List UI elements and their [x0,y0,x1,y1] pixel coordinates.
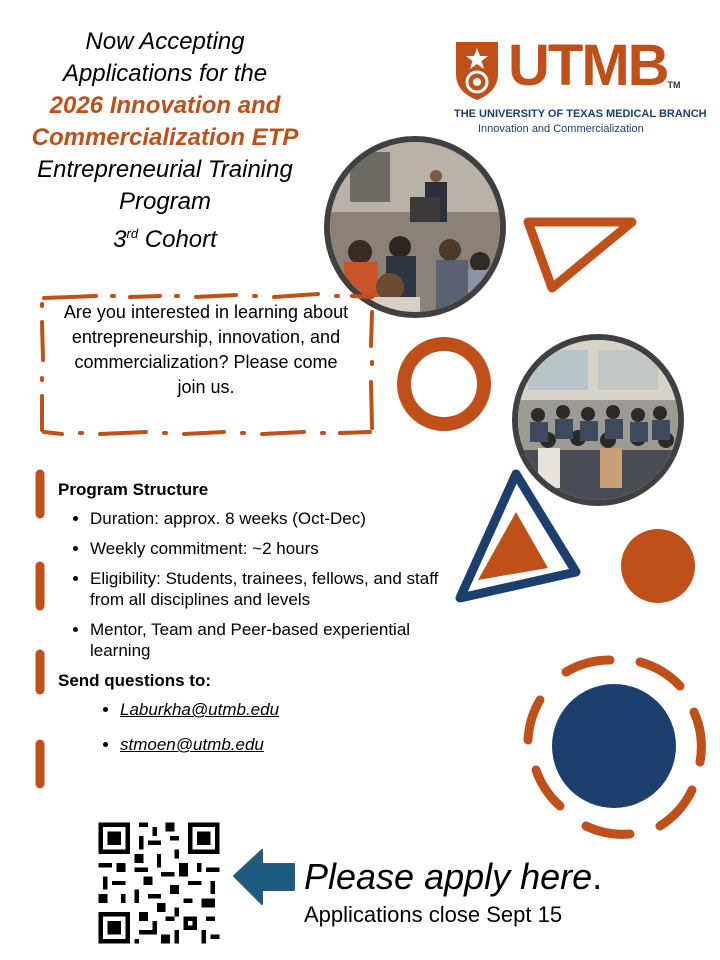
title-line-6: Program [118,188,212,215]
program-list [58,508,458,661]
arrow-left-icon [234,850,294,904]
program-section [58,480,458,769]
email-link-laburkha[interactable]: Laburkha@utmb.edu [120,700,280,719]
apply-heading-dot: . [592,856,603,897]
cohort-word: Cohort [144,226,217,253]
email-list [58,699,458,755]
logo-wordmark-text: UTMB [508,33,668,98]
title-line-5: Entrepreneurial Training [37,156,293,183]
orange-ring [404,344,484,424]
applications-deadline: Applications close Sept 15 [304,902,563,927]
program-item-mentoring: • Mentor, Team and Peer-based experiential learning [90,619,458,661]
email-link-stmoen[interactable]: stmoen@utmb.edu [120,735,264,754]
title-line-3: 2026 Innovation and [49,92,281,119]
title-line-1: Now Accepting [85,28,245,55]
title-line-2: Applications for the [62,60,268,87]
orange-triangle-outline [528,222,632,288]
program-item-commitment: • Weekly commitment: ~2 hours [90,538,458,559]
question-text: Are you interested in learning about entrepreneurship, innovation, and commercialization? Please come join us. [63,302,349,397]
apply-heading-text: Please apply here [304,856,593,897]
logo-trademark: TM [667,80,681,90]
logo-division: Innovation and Commercialization [478,123,644,135]
program-item-eligibility: • Eligibility: Students, trainees, fellows, and staff from all disciplines and levels [90,568,458,610]
title-line-4: Commercialization ETP [31,124,299,151]
logo-university: THE UNIVERSITY OF TEXAS MEDICAL BRANCH [454,108,707,120]
program-item-duration: • Duration: approx. 8 weeks (Oct-Dec) [90,508,458,529]
program-heading: Program Structure [58,480,209,499]
questions-heading: Send questions to: [58,671,211,690]
email-item [120,734,458,755]
qr-code-icon[interactable] [94,818,224,948]
email-item [120,699,458,720]
orange-dot [621,529,695,603]
apply-heading [304,856,602,898]
cohort-suffix: rd [126,226,139,241]
cohort-number: 3 [113,226,127,253]
navy-dot [552,684,676,808]
